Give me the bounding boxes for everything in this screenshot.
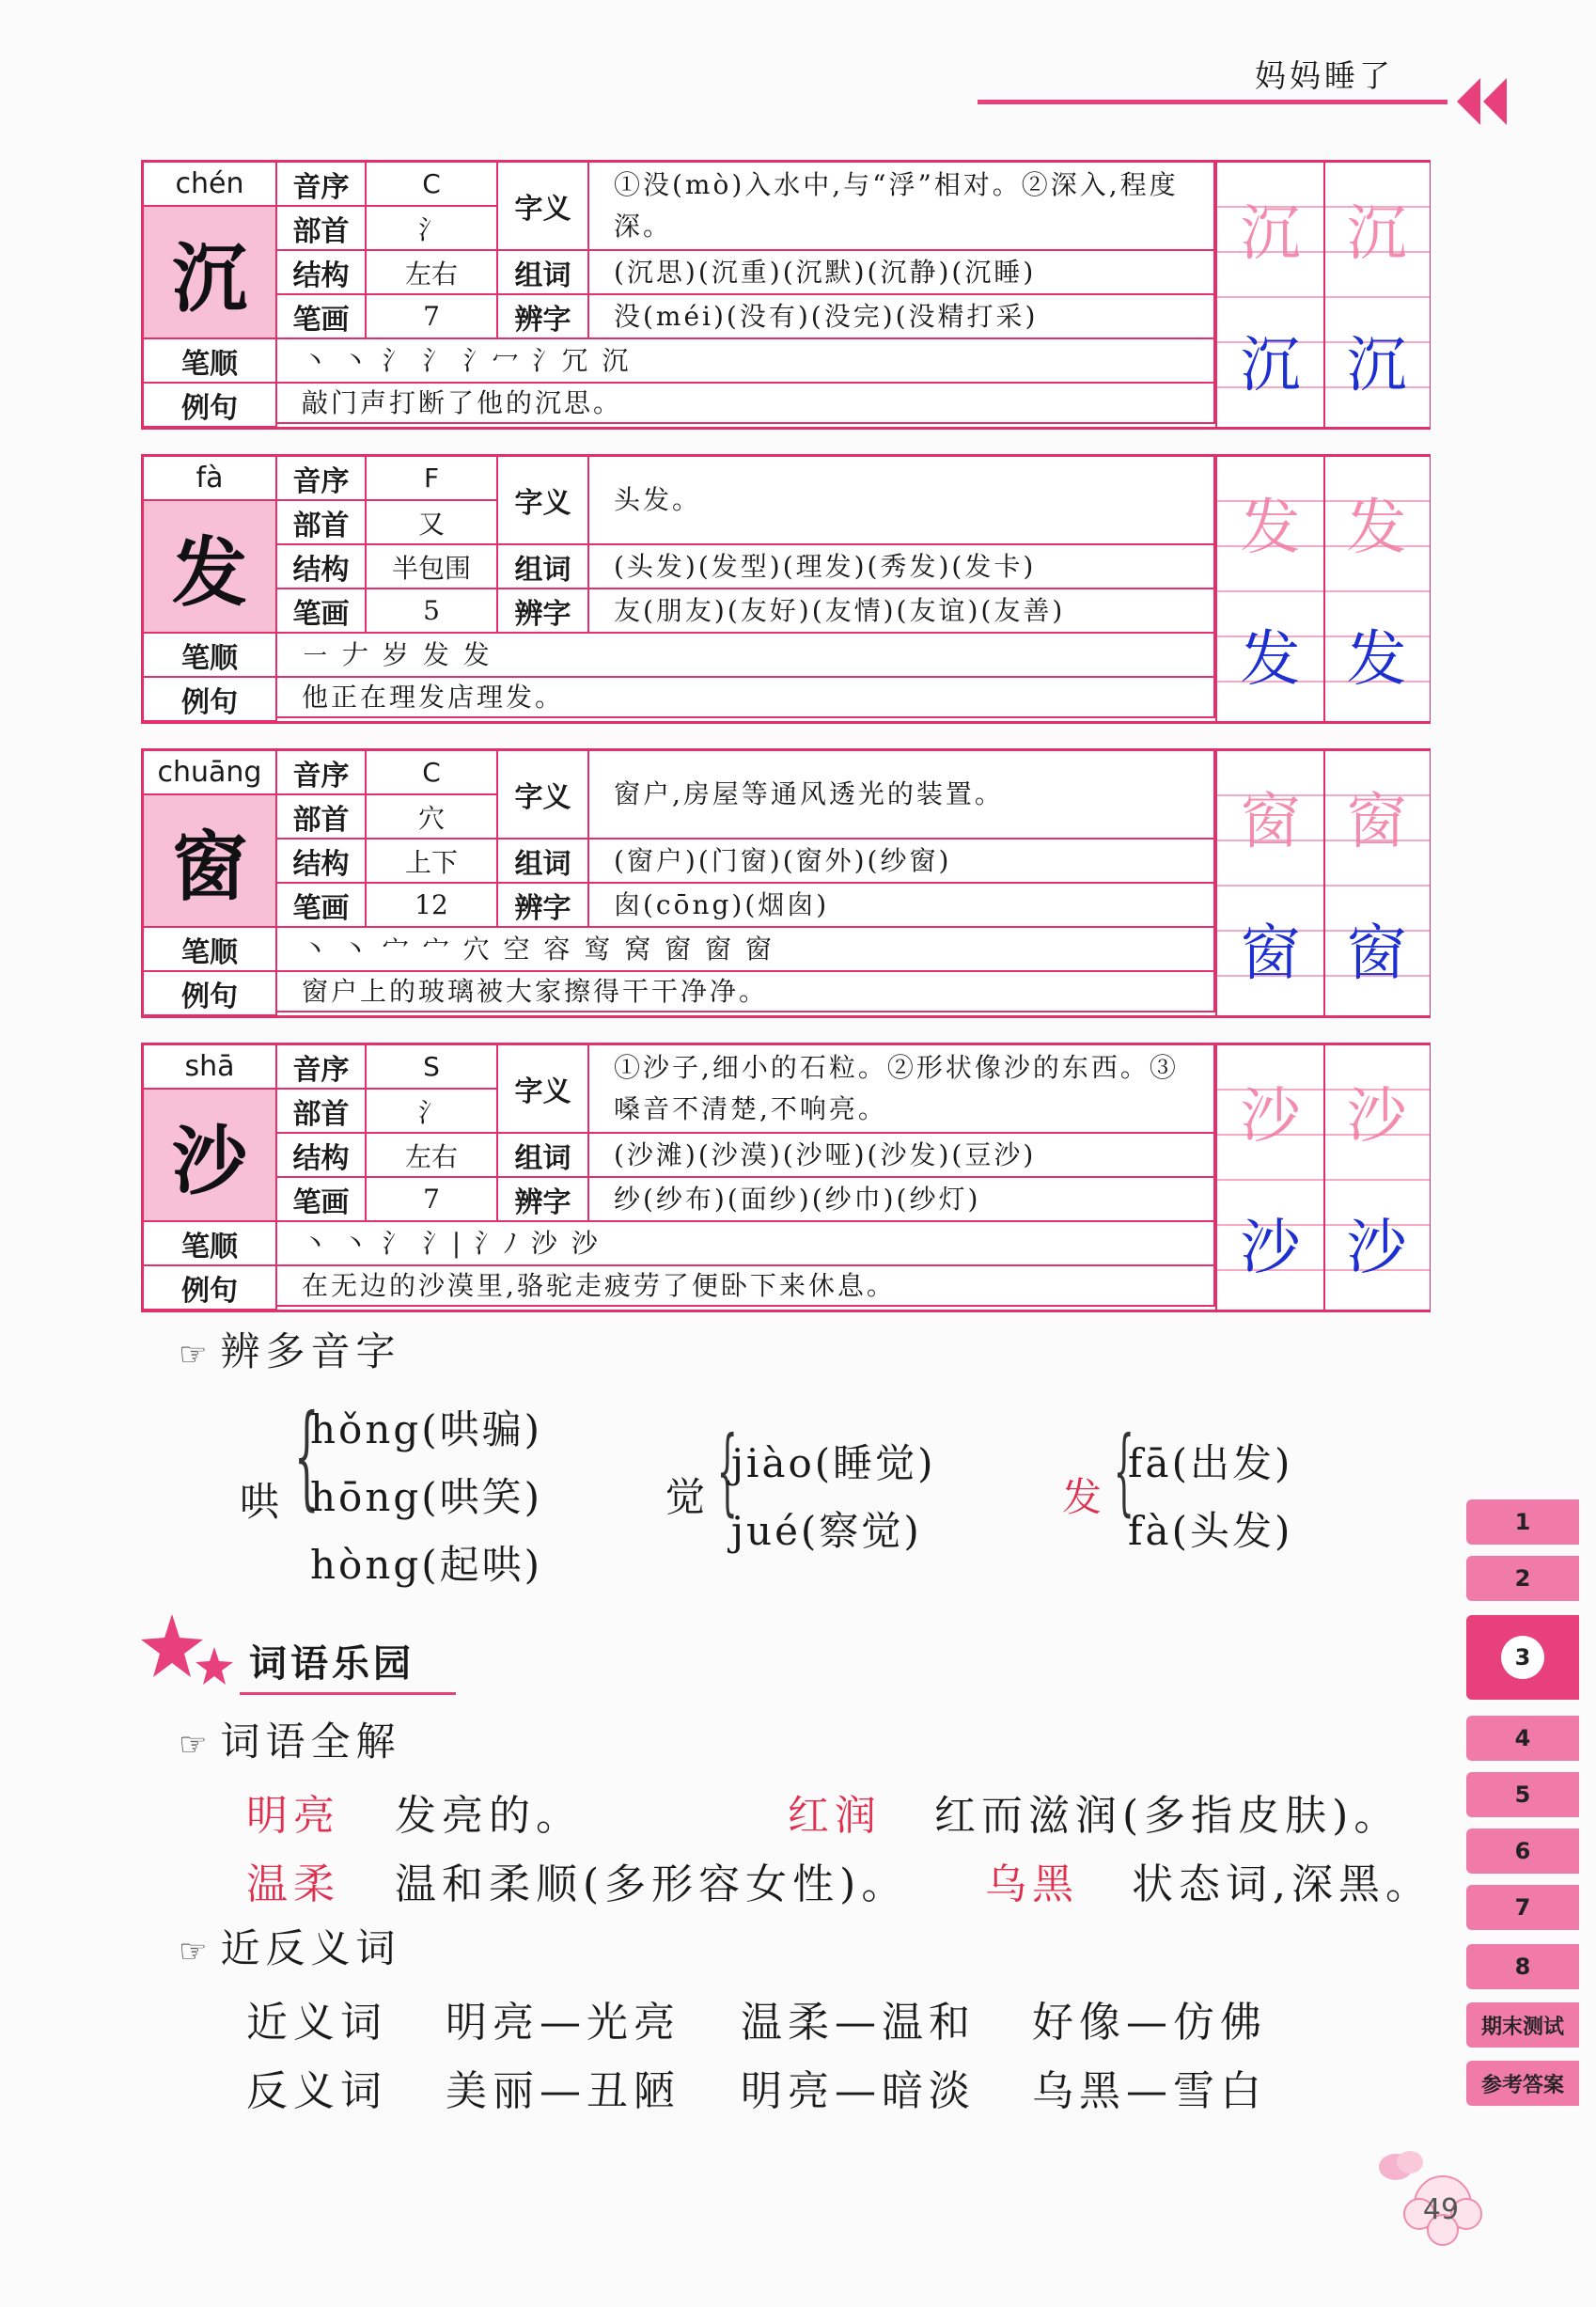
- label-yinxu: 音序: [277, 751, 367, 795]
- pinyin: chén: [144, 163, 277, 207]
- label-bishun: 笔顺: [144, 339, 277, 384]
- label-zuci: 组词: [498, 1134, 589, 1178]
- label-ziyi: 字义: [498, 457, 589, 545]
- value-yinxu: C: [367, 163, 498, 207]
- character-card: [141, 454, 1431, 724]
- pinyin: fà: [144, 457, 277, 501]
- trace-character: 发: [1240, 494, 1301, 563]
- similar-char-text: 友(朋友)(友好)(友情)(友谊)(友善): [589, 589, 1215, 634]
- label-bianzi: 辨字: [498, 884, 589, 928]
- polyphone-char-fa: 发: [1062, 1474, 1105, 1520]
- word-term: 红润: [788, 1792, 882, 1840]
- practice-grid: [1215, 751, 1430, 1015]
- label-bushou: 部首: [277, 207, 367, 251]
- chapter-title: 妈妈睡了: [1255, 57, 1394, 94]
- word-definition: 状态词,深黑。: [1132, 1860, 1432, 1908]
- label-bihua: 笔画: [277, 1178, 367, 1222]
- label-yinxu: 音序: [277, 1045, 367, 1090]
- similar-char-text: 没(méi)(没有)(没完)(没精打采): [589, 295, 1215, 339]
- stroke-order: ㇐ 𠂇 岁 发 发: [277, 634, 1215, 678]
- model-character: 窗: [1240, 919, 1301, 989]
- label-bishun: 笔顺: [144, 1222, 277, 1266]
- trace-character: 沙: [1240, 1082, 1301, 1152]
- tab-unit-4[interactable]: 4: [1466, 1716, 1579, 1761]
- label-bishun: 笔顺: [144, 928, 277, 972]
- trace-character: 窗: [1346, 788, 1407, 857]
- label-bushou: 部首: [277, 501, 367, 545]
- label-liju: 例句: [144, 972, 277, 1016]
- value-jiegou: 上下: [367, 840, 498, 884]
- label-zuci: 组词: [498, 840, 589, 884]
- example-sentence: 敲门声打断了他的沉思。: [277, 384, 1215, 424]
- tab-unit-3[interactable]: [1466, 1615, 1579, 1700]
- page-number: 49: [1422, 2192, 1460, 2226]
- practice-grid: [1215, 163, 1430, 427]
- stroke-order: 丶 丶 氵 氵| 氵ﾉ 沙 沙: [277, 1222, 1215, 1266]
- stars-icon: [139, 1609, 243, 1694]
- value-bushou: 氵: [367, 1090, 498, 1134]
- value-yinxu: F: [367, 457, 498, 501]
- label-bihua: 笔画: [277, 295, 367, 339]
- stroke-order: 丶 丶 氵 氵 氵冖 氵冗 沉: [277, 339, 1215, 384]
- synonym-heading: ☞ 近反义词: [179, 1925, 401, 1971]
- word-group-text: (沉思)(沉重)(沉默)(沉静)(沉睡): [589, 251, 1215, 295]
- brace-icon: {: [1113, 1416, 1134, 1526]
- polyphone-item: fà(头发): [1128, 1508, 1293, 1554]
- polyphone-item: hǒng(哄骗): [310, 1406, 543, 1452]
- model-character: 沉: [1240, 331, 1301, 400]
- double-arrow-icon: [1452, 73, 1509, 130]
- pointing-hand-icon: ☞: [179, 1726, 213, 1764]
- label-ziyi: 字义: [498, 751, 589, 840]
- synonym-pair: 温柔—温和: [741, 1999, 976, 2047]
- synonym-label: 近义词: [246, 1999, 387, 2047]
- trace-character: 沙: [1346, 1082, 1407, 1152]
- value-bihua: 7: [367, 295, 498, 339]
- similar-char-text: 囱(cōng)(烟囱): [589, 884, 1215, 928]
- label-yinxu: 音序: [277, 457, 367, 501]
- label-bushou: 部首: [277, 1090, 367, 1134]
- practice-grid: [1215, 1045, 1430, 1310]
- big-character: 窗: [144, 795, 277, 928]
- tab-unit-3-label: 3: [1501, 1636, 1544, 1679]
- label-liju: 例句: [144, 678, 277, 722]
- meaning-text: ①沙子,细小的石粒。②形状像沙的东西。③嗓音不清楚,不响亮。: [589, 1045, 1215, 1134]
- value-bihua: 12: [367, 884, 498, 928]
- word-definition: 温和柔顺(多形容女性)。: [395, 1860, 909, 1908]
- label-zuci: 组词: [498, 545, 589, 589]
- polyphone-char-jue: 觉: [665, 1474, 709, 1520]
- polyphone-item: fā(出发): [1128, 1440, 1293, 1486]
- title-underline: [240, 1692, 456, 1695]
- label-zuci: 组词: [498, 251, 589, 295]
- pointing-hand-icon: ☞: [179, 1336, 213, 1373]
- model-character: 沙: [1240, 1214, 1301, 1283]
- value-jiegou: 半包围: [367, 545, 498, 589]
- polyphone-char-hong: 哄: [240, 1479, 283, 1525]
- antonym-pair: 明亮—暗淡: [741, 2067, 976, 2115]
- tab-unit-8[interactable]: 8: [1466, 1944, 1579, 1989]
- trace-character: 窗: [1240, 788, 1301, 857]
- value-bushou: 穴: [367, 795, 498, 840]
- tab-unit-2[interactable]: 2: [1466, 1556, 1579, 1601]
- tab-unit-6[interactable]: 6: [1466, 1828, 1579, 1874]
- example-sentence: 在无边的沙漠里,骆驼走疲劳了便卧下来休息。: [277, 1266, 1215, 1307]
- pinyin: shā: [144, 1045, 277, 1090]
- brace-icon: {: [293, 1391, 320, 1522]
- antonym-pair: 美丽—丑陋: [446, 2067, 681, 2115]
- synonym-pair: 好像—仿佛: [1032, 1999, 1267, 2047]
- tab-unit-7[interactable]: 7: [1466, 1885, 1579, 1930]
- character-card: [141, 160, 1431, 430]
- example-sentence: 他正在理发店理发。: [277, 678, 1215, 718]
- pointing-hand-icon: ☞: [179, 1933, 213, 1970]
- antonym-pair: 乌黑—雪白: [1032, 2067, 1267, 2115]
- value-yinxu: C: [367, 751, 498, 795]
- practice-grid: [1215, 457, 1430, 721]
- explain-heading: ☞ 词语全解: [179, 1718, 401, 1765]
- meaning-text: ①没(mò)入水中,与“浮”相对。②深入,程度深。: [589, 163, 1215, 251]
- value-bihua: 7: [367, 1178, 498, 1222]
- label-bihua: 笔画: [277, 589, 367, 634]
- big-character: 发: [144, 501, 277, 634]
- word-group-text: (头发)(发型)(理发)(秀发)(发卡): [589, 545, 1215, 589]
- value-bushou: 氵: [367, 207, 498, 251]
- model-character: 发: [1346, 625, 1407, 695]
- example-sentence: 窗户上的玻璃被大家擦得干干净净。: [277, 972, 1215, 1012]
- trace-character: 发: [1346, 494, 1407, 563]
- pinyin: chuāng: [144, 751, 277, 795]
- value-bushou: 又: [367, 501, 498, 545]
- label-ziyi: 字义: [498, 1045, 589, 1134]
- word-term: 明亮: [246, 1792, 340, 1840]
- synonym-pair: 明亮—光亮: [446, 1999, 681, 2047]
- similar-char-text: 纱(纱布)(面纱)(纱巾)(纱灯): [589, 1178, 1215, 1222]
- word-group-text: (窗户)(门窗)(窗外)(纱窗): [589, 840, 1215, 884]
- antonym-label: 反义词: [246, 2067, 387, 2115]
- character-card: [141, 1043, 1431, 1312]
- word-term: 温柔: [246, 1860, 340, 1908]
- tab-answers[interactable]: 参考答案: [1466, 2061, 1579, 2106]
- label-bishun: 笔顺: [144, 634, 277, 678]
- value-yinxu: S: [367, 1045, 498, 1090]
- value-jiegou: 左右: [367, 251, 498, 295]
- label-jiegou: 结构: [277, 251, 367, 295]
- stroke-order: 丶 丶 宀 宀 穴 空 容 窎 窝 窗 窗 窗: [277, 928, 1215, 972]
- label-bianzi: 辨字: [498, 1178, 589, 1222]
- value-bihua: 5: [367, 589, 498, 634]
- word-definition: 发亮的。: [395, 1792, 583, 1840]
- label-yinxu: 音序: [277, 163, 367, 207]
- label-ziyi: 字义: [498, 163, 589, 251]
- polyphone-item: hòng(起哄): [310, 1542, 543, 1588]
- model-character: 发: [1240, 625, 1301, 695]
- label-liju: 例句: [144, 1266, 277, 1310]
- tab-unit-5[interactable]: 5: [1466, 1772, 1579, 1817]
- polyphone-item: jiào(睡觉): [731, 1440, 936, 1486]
- word-group-text: (沙滩)(沙漠)(沙哑)(沙发)(豆沙): [589, 1134, 1215, 1178]
- big-character: 沉: [144, 207, 277, 339]
- value-jiegou: 左右: [367, 1134, 498, 1178]
- label-jiegou: 结构: [277, 1134, 367, 1178]
- model-character: 窗: [1346, 919, 1407, 989]
- meaning-text: 头发。: [589, 457, 1215, 545]
- brace-icon: {: [716, 1416, 738, 1526]
- model-character: 沉: [1346, 331, 1407, 400]
- label-liju: 例句: [144, 384, 277, 428]
- polyphone-heading: ☞ 辨多音字: [179, 1328, 401, 1374]
- trace-character: 沉: [1346, 199, 1407, 269]
- label-bihua: 笔画: [277, 884, 367, 928]
- polyphone-item: hōng(哄笑): [310, 1474, 543, 1520]
- section-title: 词语乐园: [249, 1642, 415, 1686]
- tab-final-test[interactable]: 期末测试: [1466, 2002, 1579, 2048]
- character-card: [141, 748, 1431, 1018]
- word-term: 乌黑: [985, 1860, 1079, 1908]
- label-bianzi: 辨字: [498, 589, 589, 634]
- tab-unit-1[interactable]: 1: [1466, 1499, 1579, 1545]
- label-jiegou: 结构: [277, 545, 367, 589]
- model-character: 沙: [1346, 1214, 1407, 1283]
- trace-character: 沉: [1240, 199, 1301, 269]
- label-bianzi: 辨字: [498, 295, 589, 339]
- polyphone-item: jué(察觉): [731, 1508, 922, 1554]
- word-definition: 红而滋润(多指皮肤)。: [934, 1792, 1401, 1840]
- header-rule: [978, 100, 1447, 104]
- label-bushou: 部首: [277, 795, 367, 840]
- label-jiegou: 结构: [277, 840, 367, 884]
- meaning-text: 窗户,房屋等通风透光的装置。: [589, 751, 1215, 840]
- big-character: 沙: [144, 1090, 277, 1222]
